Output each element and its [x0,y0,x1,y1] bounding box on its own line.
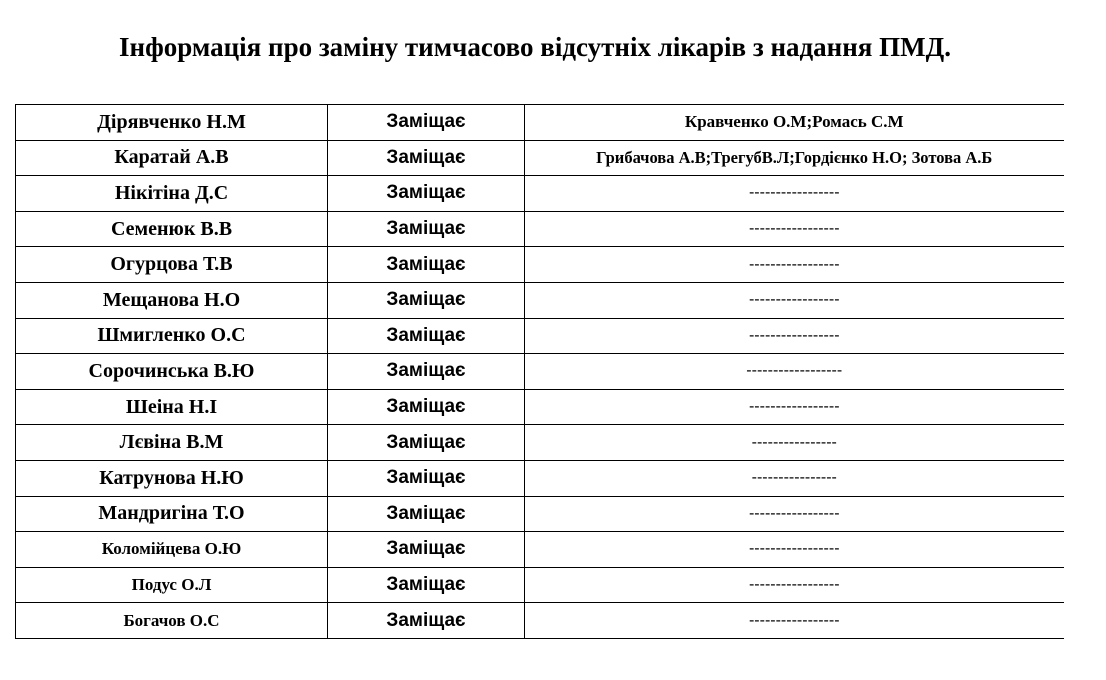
action-cell: Заміщає [328,354,525,390]
doctor-name-cell: Шмигленко О.С [16,318,328,354]
page-title: Інформація про заміну тимчасово відсутніх лікарів з надання ПМД. [119,32,951,62]
substitutes-cell: ----------------- [525,389,1064,425]
action-cell: Заміщає [328,282,525,318]
substitutes-cell: Грибачова А.В;ТрегубВ.Л;Гордієнко Н.О; Зотова А.Б [525,140,1064,176]
substitutes-cell: ----------------- [525,532,1064,568]
table-row [16,282,1064,318]
action-cell: Заміщає [328,105,525,141]
substitutes-cell: ----------------- [525,211,1064,247]
action-cell: Заміщає [328,211,525,247]
table-row [16,318,1064,354]
doctor-name-cell: Сорочинська В.Ю [16,354,328,390]
doctor-name-cell: Дірявченко Н.М [16,105,328,141]
doctor-name-cell: Мандригіна Т.О [16,496,328,532]
table-row [16,140,1064,176]
action-cell: Заміщає [328,496,525,532]
doctor-name-cell: Подус О.Л [16,567,328,603]
table-row [16,567,1064,603]
action-cell: Заміщає [328,532,525,568]
table-row [16,532,1064,568]
substitutes-cell: ----------------- [525,318,1064,354]
table-row [16,176,1064,212]
substitutes-cell: ----------------- [525,496,1064,532]
substitution-table [15,104,1064,639]
table-row [16,247,1064,283]
substitutes-cell: ----------------- [525,603,1064,639]
table-row [16,354,1064,390]
action-cell: Заміщає [328,425,525,461]
action-cell: Заміщає [328,603,525,639]
action-cell: Заміщає [328,460,525,496]
substitutes-cell: ---------------- [525,425,1064,461]
doctor-name-cell: Коломійцева О.Ю [16,532,328,568]
action-cell: Заміщає [328,389,525,425]
table-row [16,603,1064,639]
substitutes-cell: ----------------- [525,567,1064,603]
action-cell: Заміщає [328,318,525,354]
table-row [16,460,1064,496]
table-row [16,211,1064,247]
doctor-name-cell: Шеіна Н.І [16,389,328,425]
doctor-name-cell: Каратай А.В [16,140,328,176]
doctor-name-cell: Катрунова Н.Ю [16,460,328,496]
doctor-name-cell: Семенюк В.В [16,211,328,247]
substitutes-cell: ----------------- [525,282,1064,318]
action-cell: Заміщає [328,176,525,212]
table-row [16,496,1064,532]
action-cell: Заміщає [328,247,525,283]
doctor-name-cell: Огурцова Т.В [16,247,328,283]
substitutes-cell: ----------------- [525,247,1064,283]
doctor-name-cell: Лєвіна В.М [16,425,328,461]
table-row [16,389,1064,425]
substitutes-cell: ------------------ [525,354,1064,390]
action-cell: Заміщає [328,140,525,176]
table-row [16,105,1064,141]
table-row [16,425,1064,461]
doctor-name-cell: Мещанова Н.О [16,282,328,318]
action-cell: Заміщає [328,567,525,603]
substitutes-cell: ---------------- [525,460,1064,496]
doctor-name-cell: Нікітіна Д.С [16,176,328,212]
substitutes-cell: ----------------- [525,176,1064,212]
substitutes-cell: Кравченко О.М;Ромась С.М [525,105,1064,141]
doctor-name-cell: Богачов О.С [16,603,328,639]
